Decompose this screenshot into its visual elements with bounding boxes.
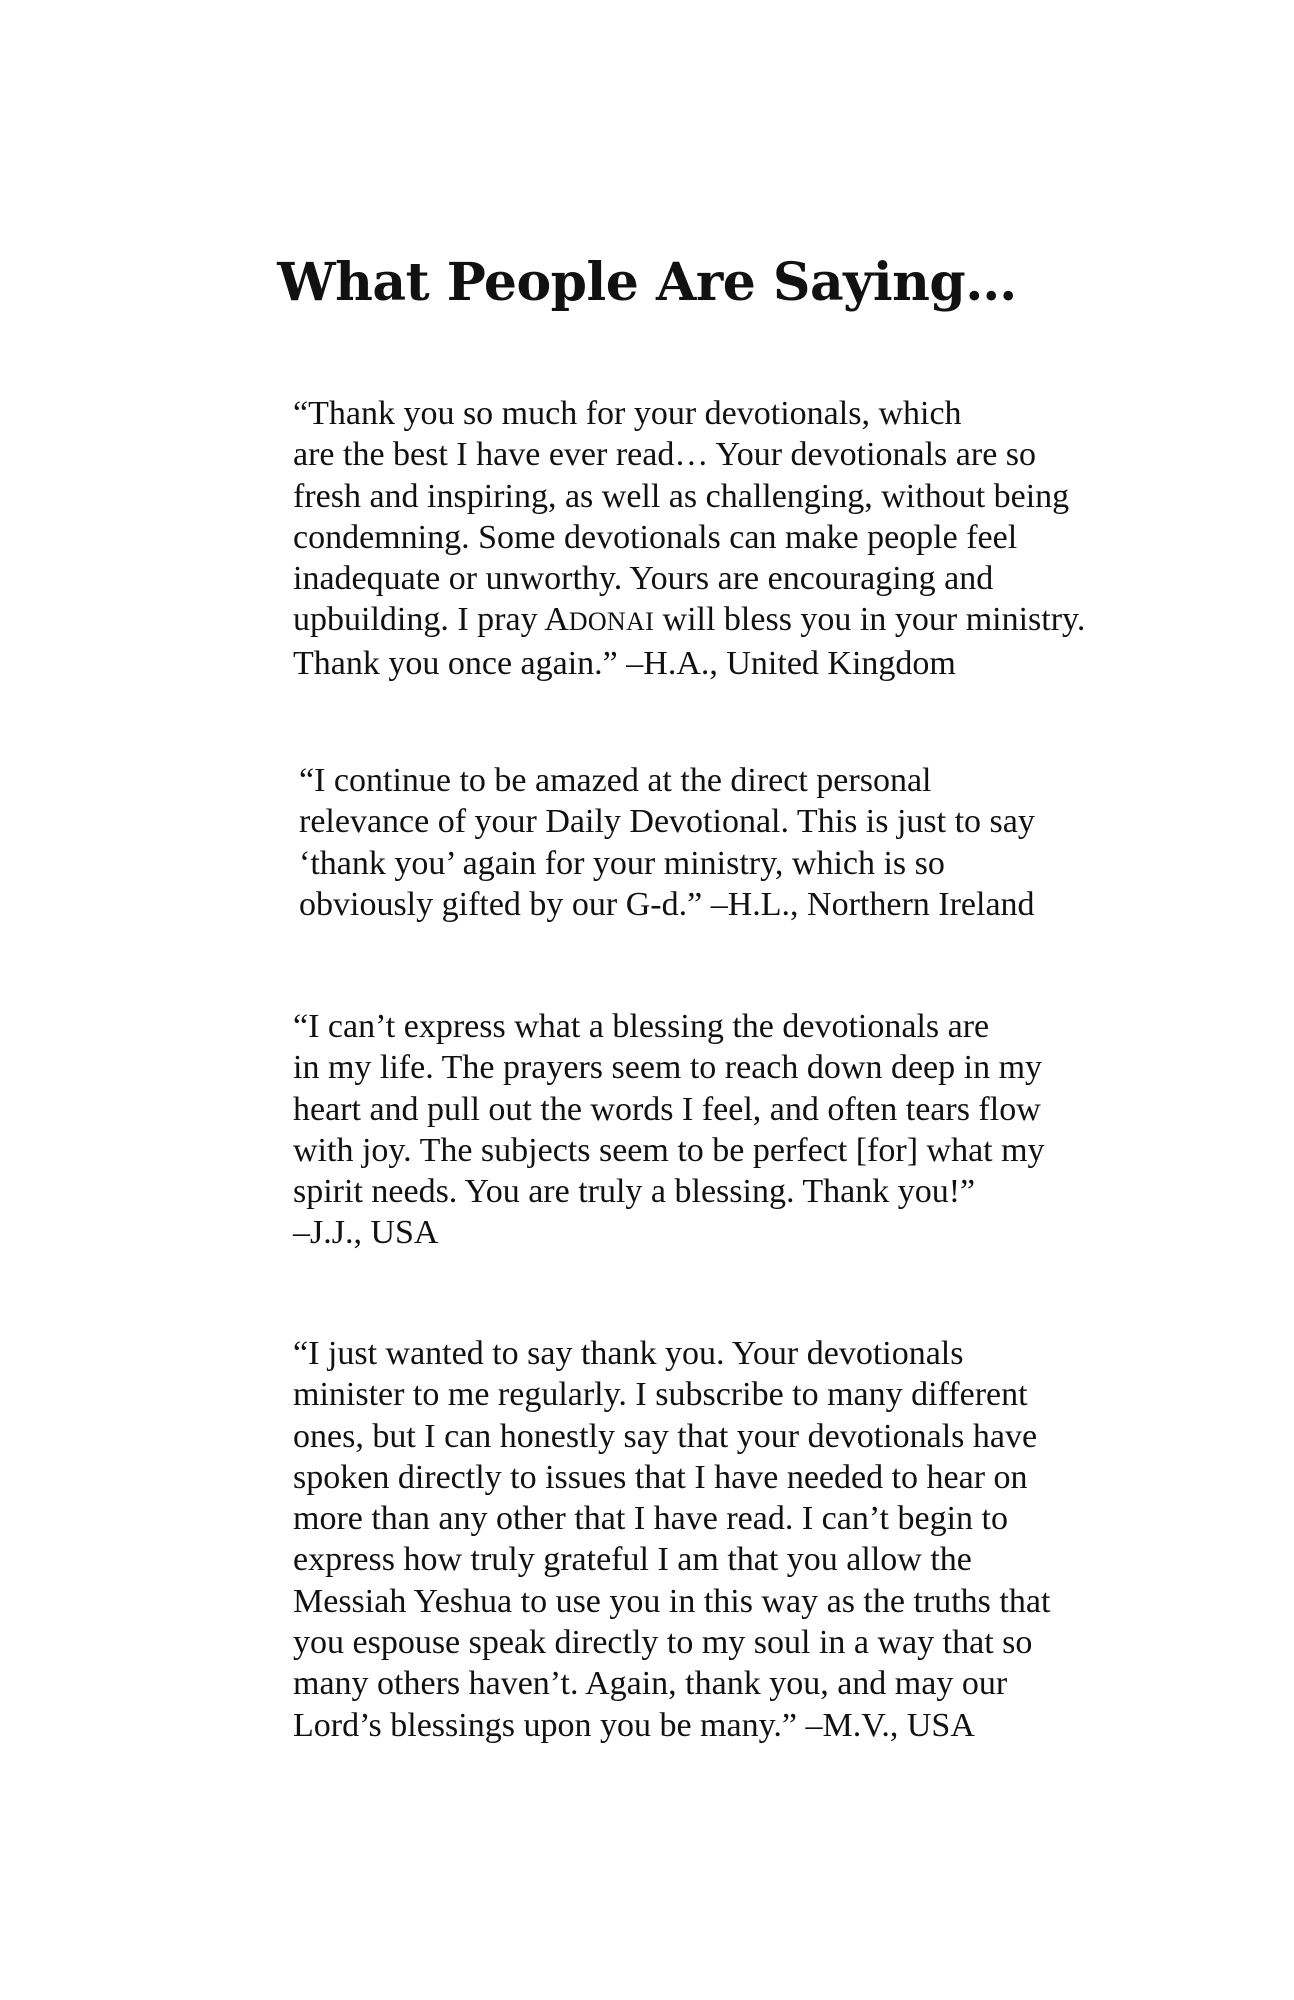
testimonial-4-line-4: spoken directly to issues that I have needed to hear on — [293, 1458, 1028, 1496]
testimonial-4 — [233, 1333, 1113, 1746]
testimonial-3-line-4: with joy. The subjects seem to be perfect [for] what my — [293, 1131, 1045, 1169]
testimonial-1-line-2: are the best I have ever read… Your devotionals are so — [293, 436, 1037, 474]
testimonial-1-line-4: condemning. Some devotionals can make people feel — [293, 518, 1018, 556]
testimonial-4-line-7: Messiah Yeshua to use you in this way as the truths that — [293, 1582, 1051, 1620]
testimonial-4-line-3: ones, but I can honestly say that your devotionals have — [293, 1417, 1038, 1455]
testimonial-3-line-2: in my life. The prayers seem to reach down deep in my — [293, 1049, 1043, 1087]
page-title: What People Are Saying… — [277, 252, 1017, 313]
testimonial-3-line-3: heart and pull out the words I feel, and often tears flow — [293, 1090, 1041, 1128]
testimonial-1-line-5: inadequate or unworthy. Yours are encouraging and — [293, 560, 994, 598]
testimonial-1-line-6 — [233, 599, 1113, 642]
testimonial-2 — [233, 760, 1113, 925]
line-6-end: will bless you in your ministry. — [654, 601, 1086, 639]
testimonial-3-line-1: “I can’t express what a blessing the devotionals are — [293, 1008, 990, 1045]
testimonial-4-line-1: “I just wanted to say thank you. Your devotionals — [293, 1335, 964, 1372]
testimonial-4-line-2: minister to me regularly. I subscribe to many different — [293, 1376, 1028, 1414]
testimonial-4-line-6: express how truly grateful I am that you allow the — [293, 1541, 972, 1579]
testimonial-2-line-4: obviously gifted by our G-d.” –H.L., Northern Ireland — [299, 885, 1035, 923]
testimonial-4-line-9: many others haven’t. Again, thank you, and may our — [293, 1665, 1008, 1703]
testimonial-4-line-5: more than any other that I have read. I can’t begin to — [293, 1500, 1008, 1538]
divine-name-initial: A — [544, 601, 569, 639]
testimonial-4-line-10: Lord’s blessings upon you be many.” –M.V., USA — [293, 1706, 975, 1744]
line-6-start: upbuilding. I pray — [293, 601, 545, 639]
testimonial-3-line-5: spirit needs. You are truly a blessing. Thank you!” — [293, 1173, 976, 1211]
testimonial-1 — [233, 393, 1113, 684]
testimonial-4-line-8: you espouse speak directly to my soul in a way that so — [293, 1624, 1033, 1662]
testimonial-2-line-1: “I continue to be amazed at the direct personal — [299, 762, 932, 799]
testimonial-1-line-7: Thank you once again.” –H.A., United Kingdom — [293, 644, 956, 682]
testimonial-1-line-3: fresh and inspiring, as well as challenging, without being — [293, 477, 1070, 515]
divine-name-smallcaps: DONAI — [568, 607, 655, 637]
testimonial-1-line-1: “Thank you so much for your devotionals, which — [293, 395, 962, 432]
testimonial-3 — [233, 1006, 1113, 1254]
testimonial-2-line-3: ‘thank you’ again for your ministry, which is so — [299, 844, 945, 882]
testimonial-2-line-2: relevance of your Daily Devotional. This is just to say — [299, 803, 1035, 841]
testimonial-3-line-6: –J.J., USA — [293, 1214, 439, 1252]
